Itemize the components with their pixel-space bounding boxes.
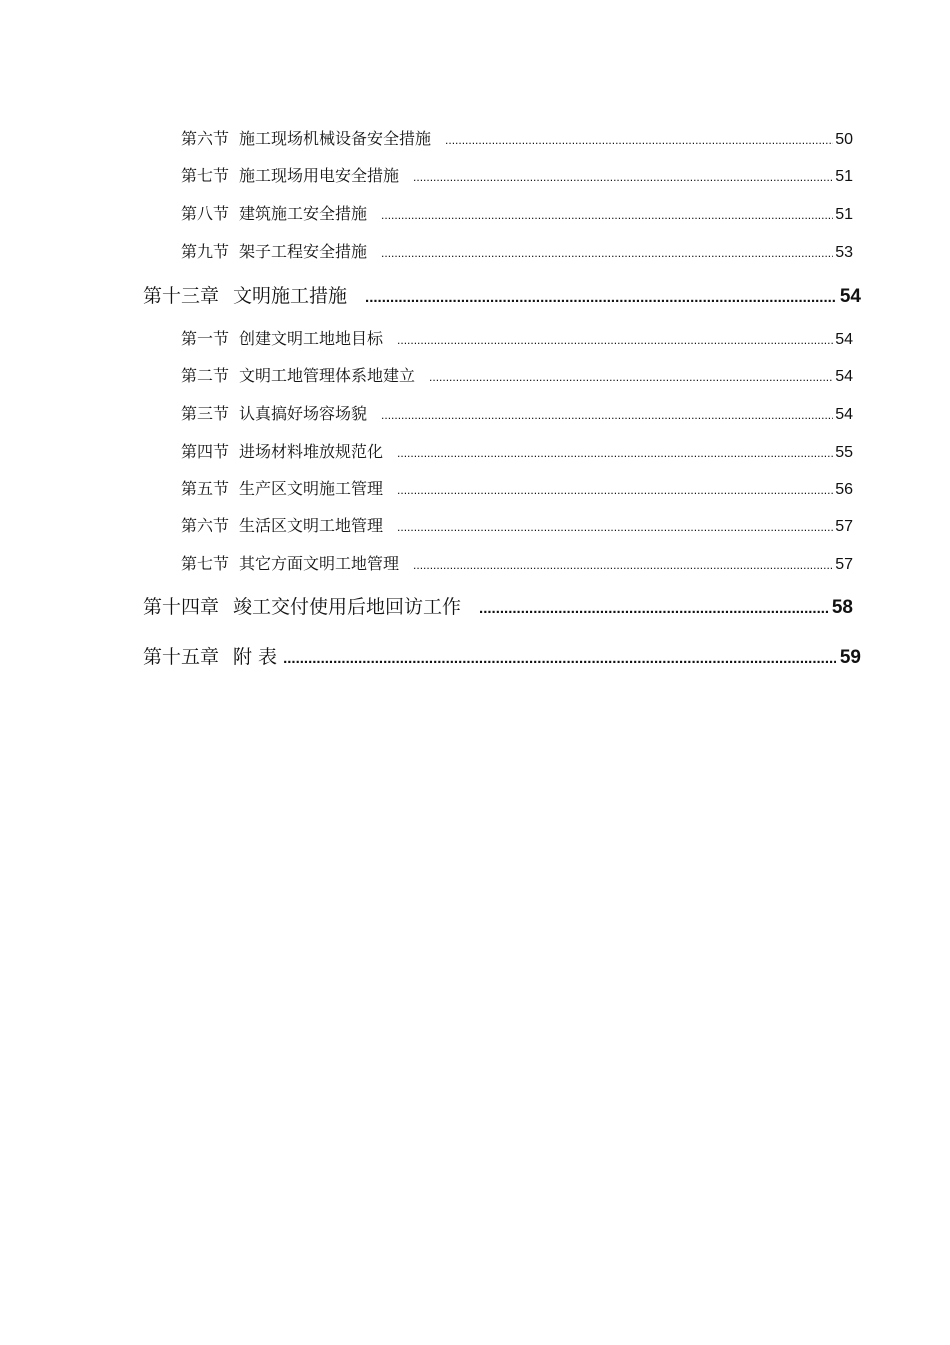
toc-entry-page: 57 xyxy=(835,556,853,573)
toc-entry-title: 进场材料堆放规范化 xyxy=(239,442,384,461)
toc-dot-leader xyxy=(381,208,833,222)
toc-dot-leader xyxy=(479,600,828,617)
toc-chapter-page: 58 xyxy=(831,597,853,618)
toc-entry-page: 51 xyxy=(835,206,853,223)
toc-dot-leader xyxy=(283,650,836,667)
toc-entry-number: 第八节 xyxy=(181,204,230,223)
toc-dot-leader xyxy=(413,170,833,184)
toc-entry-number: 第六节 xyxy=(181,516,230,535)
toc-dot-leader xyxy=(445,133,833,147)
toc-entry[interactable] xyxy=(181,551,853,574)
toc-entry-title: 认真搞好场容场貌 xyxy=(239,404,368,423)
toc-entry-page: 55 xyxy=(835,444,853,461)
toc-dot-leader xyxy=(381,408,833,422)
toc-entry[interactable] xyxy=(181,476,853,499)
toc-entry-number: 第七节 xyxy=(181,554,230,573)
toc-chapter-title: 竣工交付使用后地回访工作 xyxy=(233,596,462,618)
toc-entry[interactable] xyxy=(181,163,853,186)
toc-entry[interactable] xyxy=(181,401,853,424)
toc-entry-number: 第六节 xyxy=(181,129,230,148)
toc-entry-title: 文明工地管理体系地建立 xyxy=(239,366,416,385)
toc-entry[interactable] xyxy=(181,439,853,462)
toc-entry-title: 生产区文明施工管理 xyxy=(239,479,384,498)
toc-entry[interactable] xyxy=(181,513,853,536)
toc-chapter-entry[interactable] xyxy=(143,592,853,619)
toc-entry-number: 第五节 xyxy=(181,479,230,498)
toc-chapter-page: 59 xyxy=(839,647,861,668)
toc-entry-title: 施工现场用电安全措施 xyxy=(239,166,400,185)
toc-entry-page: 50 xyxy=(835,131,853,148)
toc-chapter-number: 第十三章 xyxy=(143,285,220,307)
toc-entry-title: 施工现场机械设备安全措施 xyxy=(239,129,432,148)
toc-entry[interactable] xyxy=(181,326,853,349)
toc-chapter-entry[interactable] xyxy=(143,642,861,669)
toc-entry-title: 其它方面文明工地管理 xyxy=(239,554,400,573)
toc-dot-leader xyxy=(381,246,833,260)
toc-dot-leader xyxy=(413,558,833,572)
toc-dot-leader xyxy=(397,333,833,347)
toc-dot-leader xyxy=(429,370,833,384)
toc-entry-number: 第三节 xyxy=(181,404,230,423)
toc-chapter-number: 第十四章 xyxy=(143,596,220,618)
toc-entry[interactable] xyxy=(181,239,853,262)
toc-entry[interactable] xyxy=(181,201,853,224)
toc-entry-number: 第一节 xyxy=(181,329,230,348)
toc-entry[interactable] xyxy=(181,363,853,386)
toc-chapter-entry[interactable] xyxy=(143,281,861,308)
toc-entry-page: 57 xyxy=(835,518,853,535)
toc-dot-leader xyxy=(397,446,833,460)
toc-entry-number: 第四节 xyxy=(181,442,230,461)
toc-chapter-title: 文明施工措施 xyxy=(233,285,348,307)
toc-chapter-title: 附 表 xyxy=(233,646,278,668)
toc-entry-page: 56 xyxy=(835,481,853,498)
toc-dot-leader xyxy=(365,289,836,306)
toc-entry-number: 第二节 xyxy=(181,366,230,385)
toc-entry-page: 54 xyxy=(835,368,853,385)
toc-entry-title: 生活区文明工地管理 xyxy=(239,516,384,535)
toc-entry-page: 54 xyxy=(835,406,853,423)
toc-entry-number: 第七节 xyxy=(181,166,230,185)
toc-dot-leader xyxy=(397,483,833,497)
toc-entry-title: 建筑施工安全措施 xyxy=(239,204,368,223)
toc-chapter-number: 第十五章 xyxy=(143,646,220,668)
toc-chapter-page: 54 xyxy=(839,286,861,307)
toc-entry-page: 54 xyxy=(835,331,853,348)
toc-dot-leader xyxy=(397,520,833,534)
toc-entry-title: 创建文明工地地目标 xyxy=(239,329,384,348)
toc-entry-title: 架子工程安全措施 xyxy=(239,242,368,261)
toc-entry-page: 51 xyxy=(835,168,853,185)
toc-entry-page: 53 xyxy=(835,244,853,261)
toc-entry[interactable] xyxy=(181,126,853,149)
toc-entry-number: 第九节 xyxy=(181,242,230,261)
